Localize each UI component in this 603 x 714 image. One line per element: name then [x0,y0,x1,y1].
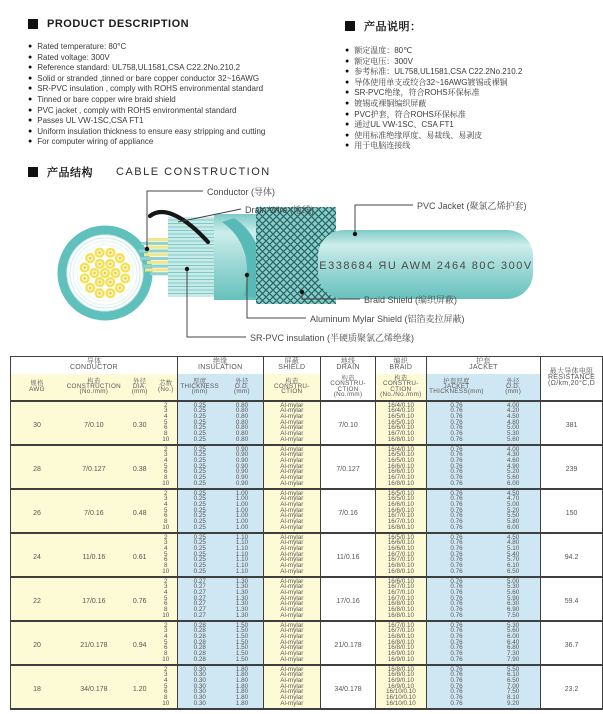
cell-ins_od [221,489,263,533]
cell-cores-stack: 2 3 4 5 6 8 10 [162,445,170,487]
cell-ins_thickness [177,445,221,489]
cell-jacket_od-stack: 5.00 5.30 5.60 5.90 6.30 6.90 7.50 [507,577,520,619]
cell-jacket_thickness-stack: 0.76 0.76 0.76 0.76 0.76 0.76 0.76 [450,621,463,663]
label-conductor: Conductor (导体) [207,187,276,197]
cell-braid [375,445,426,489]
cell-construction [63,621,125,665]
group-header-drain-text: 地线 DRAIN [336,358,360,372]
cell-jacket_thickness-stack: 0.76 0.76 0.76 0.76 0.76 0.76 0.76 [450,533,463,575]
cell-ins_thickness-stack: 0.25 0.25 0.25 0.25 0.25 0.25 0.25 [193,489,206,531]
note-text: 参考标准：UL758,UL1581,CSA C22.2No.210.2 [354,67,523,77]
cell-dia-value: 1.20 [132,685,147,693]
cell-shield-stack: Al-mylar Al-mylar Al-mylar Al-mylar Al-mylar Al-mylar Al-mylar [280,401,304,443]
cell-awg [11,533,63,577]
cell-braid-stack: 16/8/0.10 16/8/0.10 16/9/0.10 16/9/0.10 16/10/0.10 16/10/0.10 16/10/0.10 [385,665,416,707]
product-notes-list [345,46,595,152]
cell-ins_thickness [177,401,221,445]
group-header-conductor-text: 导体 CONDUCTOR [69,358,119,372]
bullet-icon: ● [345,121,350,129]
bullet-icon: ● [345,57,350,65]
description-item [28,116,328,127]
cell-cores [155,445,178,489]
cell-braid-stack: 16/4/0.10 16/4/0.10 16/5/0.10 16/5/0.10 16/6/0.10 16/7/0.10 16/8/0.10 [387,401,414,443]
cell-jacket_od [486,489,540,533]
group-header-shield [263,357,321,374]
description-item [28,95,328,106]
cell-jacket_od [486,621,540,665]
description-item [28,74,328,85]
cell-dia [125,445,155,489]
description-item [28,42,328,53]
cell-resistance [541,621,603,665]
cell-construction [63,489,125,533]
sub-header-dia-text: 外径 DIA. (mm) [131,377,148,396]
note-item [345,67,595,78]
table-row [11,489,603,533]
product-description-title: PRODUCT DESCRIPTION [47,18,190,30]
description-text: Reference standard: UL758,UL1581,CSA C22.2No.210.2 [37,63,241,73]
description-text: Rated temperature: 80°C [37,42,127,51]
cell-dia-value: 0.30 [132,421,147,429]
sub-header-ins_thickness-text: 厚度 THICKNESS (mm) [180,377,220,396]
cell-jacket_thickness [426,577,486,621]
bullet-icon: ● [28,138,33,146]
sub-header-jacket_thickness-text: 护套厚度 JACKET THICKNESS(mm) [429,377,484,396]
sub-header-drain_construction-text: 构造 CONSTRU- CTION (No./mm) [330,375,366,398]
sub-header-construction [63,374,125,401]
description-item [28,106,328,117]
cell-drain-value: 21/0.178 [334,641,362,649]
bullet-icon: ● [28,127,33,135]
cell-dia-value: 0.76 [132,597,147,605]
cell-ins_od [221,401,263,445]
note-item [345,120,595,131]
cell-drain [321,577,376,621]
cell-braid [375,577,426,621]
cell-ins_od-stack: 1.00 1.00 1.00 1.00 1.00 1.00 1.00 [235,489,249,531]
cell-awg [11,445,63,489]
group-header-conductor [11,357,178,374]
cell-awg-value: 26 [33,509,41,517]
cell-ins_thickness [177,621,221,665]
cell-braid-stack: 16/5/0.10 16/6/0.10 16/6/0.10 16/7/0.10 16/7/0.10 16/8/0.10 16/8/0.10 [387,533,414,575]
group-header-braid [375,357,426,374]
cell-drain-value: 11/0.16 [336,553,360,561]
cell-awg-value: 28 [33,465,41,473]
cable-cross-section [62,230,148,316]
cell-construction [63,533,125,577]
cell-awg-value: 18 [33,685,41,693]
cell-ins_od-stack: 1.50 1.50 1.50 1.50 1.50 1.50 1.50 [235,621,249,663]
cell-jacket_thickness-stack: 0.76 0.76 0.76 0.76 0.76 0.76 0.76 [450,489,463,531]
cell-dia-value: 0.94 [132,641,147,649]
bullet-icon: ● [345,89,350,97]
cell-braid [375,621,426,665]
note-item [345,88,595,99]
description-text: SR-PVC insulation , comply with ROHS environmental standard [37,84,264,94]
sub-header-braid_construction [375,374,426,401]
description-item [28,53,328,64]
cell-construction [63,401,125,445]
cell-shield [263,577,321,621]
bullet-icon: ● [28,74,33,82]
description-item [28,84,328,95]
square-bullet-icon [345,21,355,31]
group-header-resistance [541,357,603,401]
bullet-icon: ● [345,110,350,118]
cell-ins_thickness-stack: 0.30 0.30 0.30 0.30 0.30 0.30 0.30 [193,665,206,707]
cell-awg [11,665,63,709]
cell-cores-stack: 2 3 4 5 6 8 10 [162,533,170,575]
cell-dia-value: 0.61 [132,553,147,561]
product-description-section [28,18,328,148]
description-text: Rated voltage: 300V [37,52,110,62]
product-notes-heading [345,18,595,34]
cell-ins_od-stack: 1.30 1.30 1.30 1.30 1.30 1.30 1.30 [235,577,249,619]
note-text: PVC护套，符合ROHS环保标准 [354,109,466,119]
cell-braid-stack: 16/7/0.10 16/7/0.10 16/8/0.10 16/8/0.10 16/8/0.10 16/9/0.10 16/9/0.10 [387,621,414,663]
cell-resistance-value: 23.2 [564,685,579,693]
header-sub-row [11,374,603,401]
cell-drain [321,401,376,445]
sub-header-shield_construction [263,374,321,401]
product-description-list [28,42,328,148]
sub-header-jacket_od [486,374,540,401]
cell-drain [321,621,376,665]
label-mylar-shield: Aluminum Mylar Shield (铝箔麦拉屏蔽) [310,314,465,324]
cell-resistance-value: 94.2 [564,553,579,561]
cell-braid-stack: 16/6/0.10 16/7/0.10 16/7/0.10 16/7/0.10 16/8/0.10 16/8/0.10 16/8/0.10 [387,577,414,619]
group-header-insulation [177,357,263,374]
description-item [28,127,328,138]
cell-ins_od-stack: 0.80 0.80 0.80 0.80 0.80 0.80 0.80 [235,401,249,443]
group-header-shield-text: 屏蔽 SHIELD [278,358,306,372]
square-bullet-icon [28,167,38,177]
cell-braid-stack: 16/5/0.10 16/5/0.10 16/6/0.10 16/6/0.10 16/7/0.10 16/7/0.10 16/8/0.10 [387,489,414,531]
description-text: For computer wiring of appliance [37,137,154,147]
product-description-heading [28,18,328,30]
cell-ins_thickness-stack: 0.25 0.25 0.25 0.25 0.25 0.25 0.25 [193,533,206,575]
cell-cores [155,665,178,709]
cell-dia [125,665,155,709]
cell-ins_od-stack: 1.10 1.10 1.10 1.10 1.10 1.10 1.10 [235,533,249,575]
cell-resistance-value: 36.7 [564,641,579,649]
cell-awg [11,621,63,665]
cell-shield-stack: Al-mylar Al-mylar Al-mylar Al-mylar Al-mylar Al-mylar Al-mylar [280,665,304,707]
cell-shield [263,621,321,665]
note-item [345,78,595,89]
bullet-icon: ● [345,78,350,86]
cell-resistance-value: 239 [565,465,578,473]
cell-resistance-value: 381 [565,421,578,429]
cell-jacket_od-stack: 4.00 4.20 4.50 4.80 5.00 5.30 5.60 [507,401,520,443]
note-text: 用于电脑连接线 [354,141,411,151]
cell-cores-stack: 2 3 4 5 6 8 10 [162,401,170,443]
cell-shield [263,533,321,577]
cell-ins_od-stack: 1.80 1.80 1.80 1.80 1.80 1.80 1.80 [235,665,249,707]
cell-awg-value: 30 [33,421,41,429]
cell-cores-stack: 2 3 4 5 6 8 10 [162,621,170,663]
cell-shield [263,665,321,709]
sub-header-cores [155,374,178,401]
square-bullet-icon [28,19,38,29]
sub-header-ins_od [221,374,263,401]
cell-ins_thickness [177,533,221,577]
cell-drain [321,533,376,577]
cell-jacket_od [486,533,540,577]
note-text: 额定温度：80℃ [354,46,413,55]
table-row [11,577,603,621]
group-header-drain [321,357,376,374]
cell-drain-value: 7/0.16 [338,509,358,517]
cell-resistance [541,445,603,489]
cell-shield-stack: Al-mylar Al-mylar Al-mylar Al-mylar Al-mylar Al-mylar Al-mylar [280,445,304,487]
cell-resistance [541,665,603,709]
description-text: Tinned or bare copper wire braid shield [37,94,176,104]
note-item [345,46,595,57]
cell-construction-value: 7/0.10 [84,421,104,429]
bullet-icon: ● [28,106,33,114]
cell-cores [155,577,178,621]
table-row [11,445,603,489]
cell-cores-stack: 2 3 4 5 6 8 10 [162,665,170,707]
construction-title-zh: 产品结构 [47,167,93,179]
cell-drain [321,445,376,489]
bullet-icon: ● [345,142,350,150]
cell-awg-value: 20 [33,641,41,649]
cell-braid [375,533,426,577]
cell-jacket_thickness [426,445,486,489]
cell-drain-value: 34/0.178 [334,685,362,693]
note-text: 使用标准绝缘厚度、易裁线、易剥皮 [354,130,483,140]
cell-jacket_od-stack: 4.00 4.30 4.60 4.90 5.20 5.60 6.00 [507,445,520,487]
cell-dia [125,489,155,533]
note-item [345,110,595,121]
label-drain-wire: Drain Wire (地线) [245,205,314,215]
jacket-body [318,230,533,299]
cell-jacket_thickness [426,489,486,533]
cell-ins_od [221,665,263,709]
cell-jacket_thickness-stack: 0.76 0.76 0.76 0.76 0.76 0.76 0.76 [450,445,463,487]
cell-ins_od-stack: 0.90 0.90 0.90 0.90 0.90 0.90 0.90 [235,445,249,487]
group-header-resistance-text: 最大导体电阻 RESISTANCE (Ω/km,20°C,D [547,368,596,388]
sub-header-braid_construction-text: 构造 CONSTRU- CTION (No./No./mm) [380,375,422,398]
cell-ins_thickness-stack: 0.27 0.27 0.27 0.27 0.27 0.27 0.27 [193,577,206,619]
cell-ins_od [221,621,263,665]
label-braid-shield: Braid Shield (编织屏蔽) [364,295,458,305]
cell-jacket_od [486,445,540,489]
bullet-icon: ● [28,43,33,50]
note-item [345,141,595,152]
cell-ins_thickness-stack: 0.28 0.28 0.28 0.28 0.28 0.28 0.28 [193,621,206,663]
sub-header-ins_thickness [177,374,221,401]
sub-header-ins_od-text: 外径 O.D. (mm) [234,377,250,396]
cell-braid [375,401,426,445]
product-notes-section [345,18,595,152]
bullet-icon: ● [28,64,33,72]
jacket-marking-text: E338684 ЯU AWM 2464 80C 300V [319,260,533,272]
sub-header-cores-text: 芯数 (No.) [158,380,174,393]
cell-resistance [541,577,603,621]
cell-shield-stack: Al-mylar Al-mylar Al-mylar Al-mylar Al-mylar Al-mylar Al-mylar [280,533,304,575]
cell-ins_od [221,533,263,577]
table-row [11,665,603,709]
bullet-icon: ● [345,131,350,139]
cell-construction-value: 7/0.127 [82,465,106,473]
cell-shield [263,445,321,489]
cell-jacket_thickness-stack: 0.76 0.76 0.76 0.76 0.76 0.76 0.76 [450,401,463,443]
cell-jacket_od [486,401,540,445]
cell-dia-value: 0.48 [132,509,147,517]
description-item [28,63,328,74]
table-row [11,621,603,665]
cell-jacket_thickness [426,665,486,709]
specification-table [10,356,603,710]
note-text: 通过UL VW-1SC、CSA FT1 [354,120,454,130]
bullet-icon: ● [28,95,33,103]
cell-construction [63,665,125,709]
note-text: SR-PVC绝缘，符合ROHS环保标准 [354,88,480,98]
cell-construction-value: 17/0.16 [82,597,106,605]
bullet-icon: ● [28,117,33,125]
cell-ins_thickness-stack: 0.25 0.25 0.25 0.25 0.25 0.25 0.25 [193,401,206,443]
cell-awg [11,577,63,621]
cell-jacket_od-stack: 5.50 6.10 6.50 7.00 7.50 8.10 9.20 [507,665,520,707]
cell-jacket_thickness [426,401,486,445]
cell-resistance [541,401,603,445]
cell-cores-stack: 2 3 4 5 6 8 10 [162,577,170,619]
cell-dia-value: 0.38 [132,465,147,473]
description-text: Uniform insulation thickness to ensure easy stripping and cutting [37,126,266,136]
cell-dia [125,533,155,577]
bullet-icon: ● [345,68,350,76]
note-text: 额定电压：300V [354,56,413,66]
description-text: Passes UL VW-1SC,CSA FT1 [37,116,144,126]
sub-header-dia [125,374,155,401]
sub-header-shield_construction-text: 构造 CONSTRU- CTION [274,377,310,396]
cell-braid [375,665,426,709]
note-item [345,57,595,68]
description-text: PVC jacket , comply with ROHS environmental standard [37,105,237,115]
cell-jacket_od-stack: 5.30 5.60 6.00 6.40 6.80 7.30 7.90 [507,621,520,663]
cell-awg-value: 22 [33,597,41,605]
cell-shield-stack: Al-mylar Al-mylar Al-mylar Al-mylar Al-mylar Al-mylar Al-mylar [280,577,304,619]
cell-drain-value: 17/0.16 [336,597,360,605]
label-sr-pvc-insulation: SR-PVC insulation (半硬质聚氯乙烯绝缘) [250,333,415,343]
sub-header-awg-text: 规格 AWG [29,380,45,393]
cell-awg-value: 24 [33,553,41,561]
construction-title-en: CABLE CONSTRUCTION [116,166,271,178]
cell-drain [321,665,376,709]
cell-shield-stack: Al-mylar Al-mylar Al-mylar Al-mylar Al-mylar Al-mylar Al-mylar [280,489,304,531]
cell-drain-value: 7/0.127 [336,465,360,473]
cell-ins_thickness-stack: 0.25 0.25 0.25 0.25 0.25 0.25 0.25 [193,445,206,487]
bullet-icon: ● [345,47,350,54]
sub-header-construction-text: 构造 CONSTRUCTION (No./mm) [66,377,122,396]
bullet-icon: ● [28,85,33,93]
cell-jacket_thickness [426,621,486,665]
cell-ins_thickness [177,665,221,709]
cell-construction-value: 7/0.16 [84,509,104,517]
note-item [345,131,595,142]
cell-awg [11,489,63,533]
table-row [11,533,603,577]
cell-cores-stack: 2 3 4 5 6 8 10 [162,489,170,531]
cell-dia [125,401,155,445]
bullet-icon: ● [345,99,350,107]
cell-jacket_od-stack: 4.50 4.80 5.10 5.40 5.70 6.10 6.50 [507,533,520,575]
cell-resistance-value: 150 [565,509,578,517]
sub-header-jacket_od-text: 外径 O.D. (mm) [505,377,522,396]
group-header-braid-text: 编织 BRAID [389,358,413,372]
cell-cores [155,489,178,533]
cell-jacket_thickness-stack: 0.76 0.76 0.76 0.76 0.76 0.76 0.76 [450,577,463,619]
cell-cores [155,621,178,665]
cell-braid [375,489,426,533]
bullet-icon: ● [28,53,33,61]
cell-awg [11,401,63,445]
cell-cores [155,533,178,577]
cell-construction-value: 34/0.178 [80,685,108,693]
cell-shield [263,489,321,533]
cell-dia [125,577,155,621]
cell-resistance [541,533,603,577]
cell-construction [63,445,125,489]
cell-resistance [541,489,603,533]
cell-ins_od [221,577,263,621]
cell-drain [321,489,376,533]
cell-jacket_thickness [426,533,486,577]
sub-header-jacket_thickness [426,374,486,401]
group-header-jacket-text: 护套 JACKET [469,358,498,372]
cell-jacket_od [486,577,540,621]
note-text: 镀锡或裸铜编织屏蔽 [354,98,427,108]
cell-drain-value: 7/0.10 [338,421,358,429]
cell-ins_thickness [177,489,221,533]
cell-braid-stack: 16/4/0.10 16/5/0.10 16/5/0.10 16/6/0.10 16/6/0.10 16/7/0.10 16/8/0.10 [387,445,414,487]
cell-construction-value: 21/0.178 [80,641,108,649]
group-header-jacket [426,357,540,374]
cell-jacket_thickness-stack: 0.76 0.76 0.76 0.76 0.76 0.76 0.76 [450,665,463,707]
description-item [28,137,328,148]
cell-shield [263,401,321,445]
cell-ins_od [221,445,263,489]
note-item [345,99,595,110]
cell-jacket_od [486,665,540,709]
cell-dia [125,621,155,665]
cell-construction-value: 11/0.16 [82,553,106,561]
note-text: 导体使用单支或绞合32~16AWG镀锡或裸铜 [354,77,508,87]
sub-header-awg [11,374,63,401]
sub-header-drain_construction [321,374,376,401]
cell-ins_thickness [177,577,221,621]
cell-jacket_od-stack: 4.50 4.70 5.00 5.20 5.50 5.80 6.00 [507,489,520,531]
cell-cores [155,401,178,445]
cable-construction-diagram [0,178,603,356]
table-row [11,401,603,445]
cell-construction [63,577,125,621]
description-text: Solid or stranded ,tinned or bare copper conductor 32~16AWG [37,73,260,83]
header-group-row [11,357,603,374]
group-header-insulation-text: 绝缘 INSULATION [198,358,243,372]
cell-shield-stack: Al-mylar Al-mylar Al-mylar Al-mylar Al-mylar Al-mylar Al-mylar [280,621,304,663]
label-pvc-jacket: PVC Jacket (聚氯乙烯护套) [417,201,527,211]
cell-resistance-value: 59.4 [564,597,579,605]
product-notes-title: 产品说明： [364,21,422,33]
